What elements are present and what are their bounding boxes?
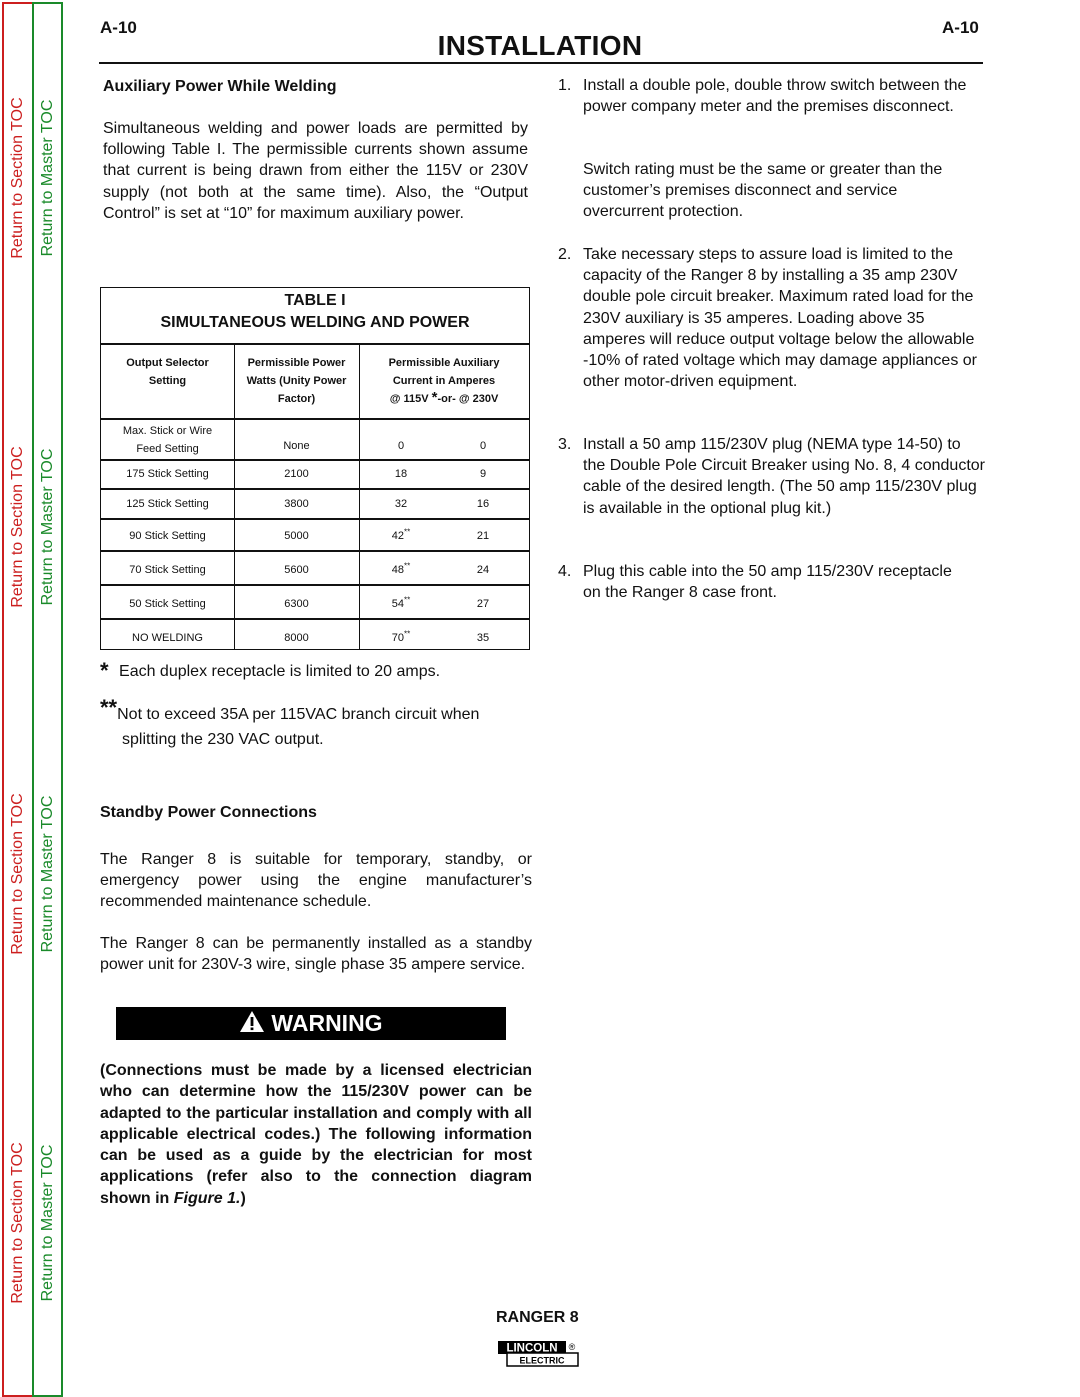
row-setting: 175 Stick Setting [126, 468, 209, 480]
step-text: Install a 50 amp 115/230V plug (NEMA type 14-50) to the Double Pole Circuit Breaker using No. 8, 4 conductor cable of the desired length. (The 50 amp 115/230V plug is available in the optional plug kit.) [583, 436, 985, 517]
row-setting: 125 Stick Setting [126, 498, 209, 510]
row-setting: NO WELDING [132, 632, 203, 644]
figure-reference: Figure 1. [173, 1189, 241, 1207]
footnote-double-star-text: Not to exceed 35A per 115VAC branch circuit when [117, 706, 480, 723]
row-amps-230: 16 [476, 498, 490, 510]
step-number: 4. [558, 563, 572, 580]
row-amps-115: 42** [391, 527, 411, 542]
table-rule [101, 618, 529, 620]
row-setting: 70 Stick Setting [129, 564, 206, 576]
row-setting-cont: Feed Setting [136, 443, 199, 455]
aux-power-paragraph: Simultaneous welding and power loads are permitted by following Table I. The permissible currents shown assume that current is being drawn from either the 115V or 230V supply (not both at the same time). Also, the “Output Control” is set at “10” for maximum auxiliary power. [103, 120, 528, 222]
footnote-star-mark: * [100, 658, 109, 683]
row-setting: 50 Stick Setting [129, 598, 206, 610]
product-name: RANGER 8 [496, 1309, 579, 1326]
table-simultaneous-welding-power [100, 287, 530, 650]
step-text: Plug this cable into the 50 amp 115/230V receptacle on the Ranger 8 case front. [583, 563, 952, 602]
footnote-double-star-mark: ** [100, 695, 118, 720]
title-divider [99, 62, 983, 64]
table-rule [101, 584, 529, 586]
return-to-section-toc-link-2[interactable]: Return to Section TOC [9, 446, 26, 608]
warning-text: (Connections must be made by a licensed electrician who can determine how the 115/230V power can be adapted to the particular installation and comply with all applicable electrical codes.) The following information can be used as a guide by the electrician for most applications (refer also to the connection diagram shown in Figure 1.) [100, 1062, 532, 1207]
return-to-section-toc-link-3[interactable]: Return to Section TOC [9, 793, 26, 955]
step-number: 2. [558, 246, 572, 263]
page-number-right: A-10 [942, 18, 979, 37]
step-number: 1. [558, 77, 572, 94]
row-watts: 5000 [284, 530, 309, 542]
header-permissible-power: Permissible Power Watts (Unity Power Factor) [246, 357, 347, 405]
master-toc-strip [32, 2, 63, 1397]
row-amps-115: 48** [391, 561, 411, 576]
section-toc-strip [2, 2, 34, 1397]
step-text: Take necessary steps to assure load is limited to the capacity of the Ranger 8 by installing a 35 amp 230V double pole circuit breaker. Maximum rated load for the 230V auxiliary is 35 amperes. Loading above 35 amperes will reduce output voltage below the allowable -10% of rated voltage which may damage appliances or other motor-driven equipment. [583, 246, 977, 391]
warning-banner [116, 1007, 506, 1040]
aux-power-heading: Auxiliary Power While Welding [103, 78, 337, 95]
table-rule [101, 418, 529, 420]
row-amps-230: 24 [476, 564, 490, 576]
return-to-master-toc-link-3[interactable]: Return to Master TOC [38, 795, 56, 953]
row-setting: Max. Stick or Wire [122, 425, 213, 437]
row-watts: None [283, 440, 310, 452]
table-rule [101, 550, 529, 552]
step-extra: Switch rating must be the same or greater than the customer’s premises disconnect and service overcurrent protection. [583, 161, 943, 221]
page-number-left: A-10 [100, 18, 137, 37]
step-number: 3. [558, 436, 572, 453]
warning-triangle-icon [239, 1010, 265, 1038]
row-amps-115: 70** [391, 629, 411, 644]
row-amps-115: 18 [394, 468, 408, 480]
table-title-name: SIMULTANEOUS WELDING AND POWER [160, 314, 470, 331]
page-title: INSTALLATION [437, 30, 643, 61]
standby-paragraph-1: The Ranger 8 is suitable for temporary, standby, or emergency power using the engine manufacturer’s recommended maintenance schedule. [100, 851, 532, 911]
row-watts: 5600 [284, 564, 309, 576]
return-to-section-toc-link-1[interactable]: Return to Section TOC [9, 97, 26, 259]
table-rule [101, 488, 529, 490]
row-amps-115: 0 [397, 440, 405, 452]
row-amps-115: 32 [394, 498, 408, 510]
step-text: Install a double pole, double throw switch between the power company meter and the premises disconnect. [583, 77, 967, 116]
row-setting: 90 Stick Setting [129, 530, 206, 542]
table-rule [101, 343, 529, 345]
standby-paragraph-2: The Ranger 8 can be permanently installed as a standby power unit for 230V-3 wire, single phase 35 ampere service. [100, 935, 532, 974]
footnote-double-star-cont: splitting the 230 VAC output. [122, 731, 324, 748]
standby-heading: Standby Power Connections [100, 804, 317, 821]
return-to-master-toc-link-2[interactable]: Return to Master TOC [38, 448, 56, 606]
return-to-master-toc-link-4[interactable]: Return to Master TOC [38, 1144, 56, 1302]
header-permissible-auxiliary: Permissible Auxiliary Current in Amperes @ 115V *-or- @ 230V [388, 357, 500, 406]
table-title-number: TABLE I [284, 292, 346, 309]
svg-text:®: ® [568, 1342, 576, 1352]
row-amps-115: 54** [391, 595, 411, 610]
header-output-selector: Output Selector Setting [126, 357, 209, 387]
table-rule [101, 459, 529, 461]
svg-text:LINCOLN: LINCOLN [506, 1342, 558, 1355]
footnote-single-star [100, 660, 440, 684]
row-amps-230: 9 [479, 468, 487, 480]
svg-text:ELECTRIC: ELECTRIC [519, 1355, 565, 1366]
row-watts: 6300 [284, 598, 309, 610]
lincoln-electric-logo [497, 1340, 581, 1368]
footnote-double-star [100, 697, 532, 721]
return-to-master-toc-link-1[interactable]: Return to Master TOC [38, 99, 56, 257]
warning-label: WARNING [271, 1010, 383, 1036]
row-amps-230: 35 [476, 632, 490, 644]
row-amps-230: 21 [476, 530, 490, 542]
row-amps-230: 27 [476, 598, 490, 610]
return-to-section-toc-link-4[interactable]: Return to Section TOC [9, 1142, 26, 1304]
row-watts: 2100 [284, 468, 309, 480]
row-watts: 8000 [284, 632, 309, 644]
table-rule [101, 518, 529, 520]
footnote-single-star-text: Each duplex receptacle is limited to 20 amps. [119, 663, 441, 680]
row-watts: 3800 [284, 498, 309, 510]
row-amps-230: 0 [479, 440, 487, 452]
